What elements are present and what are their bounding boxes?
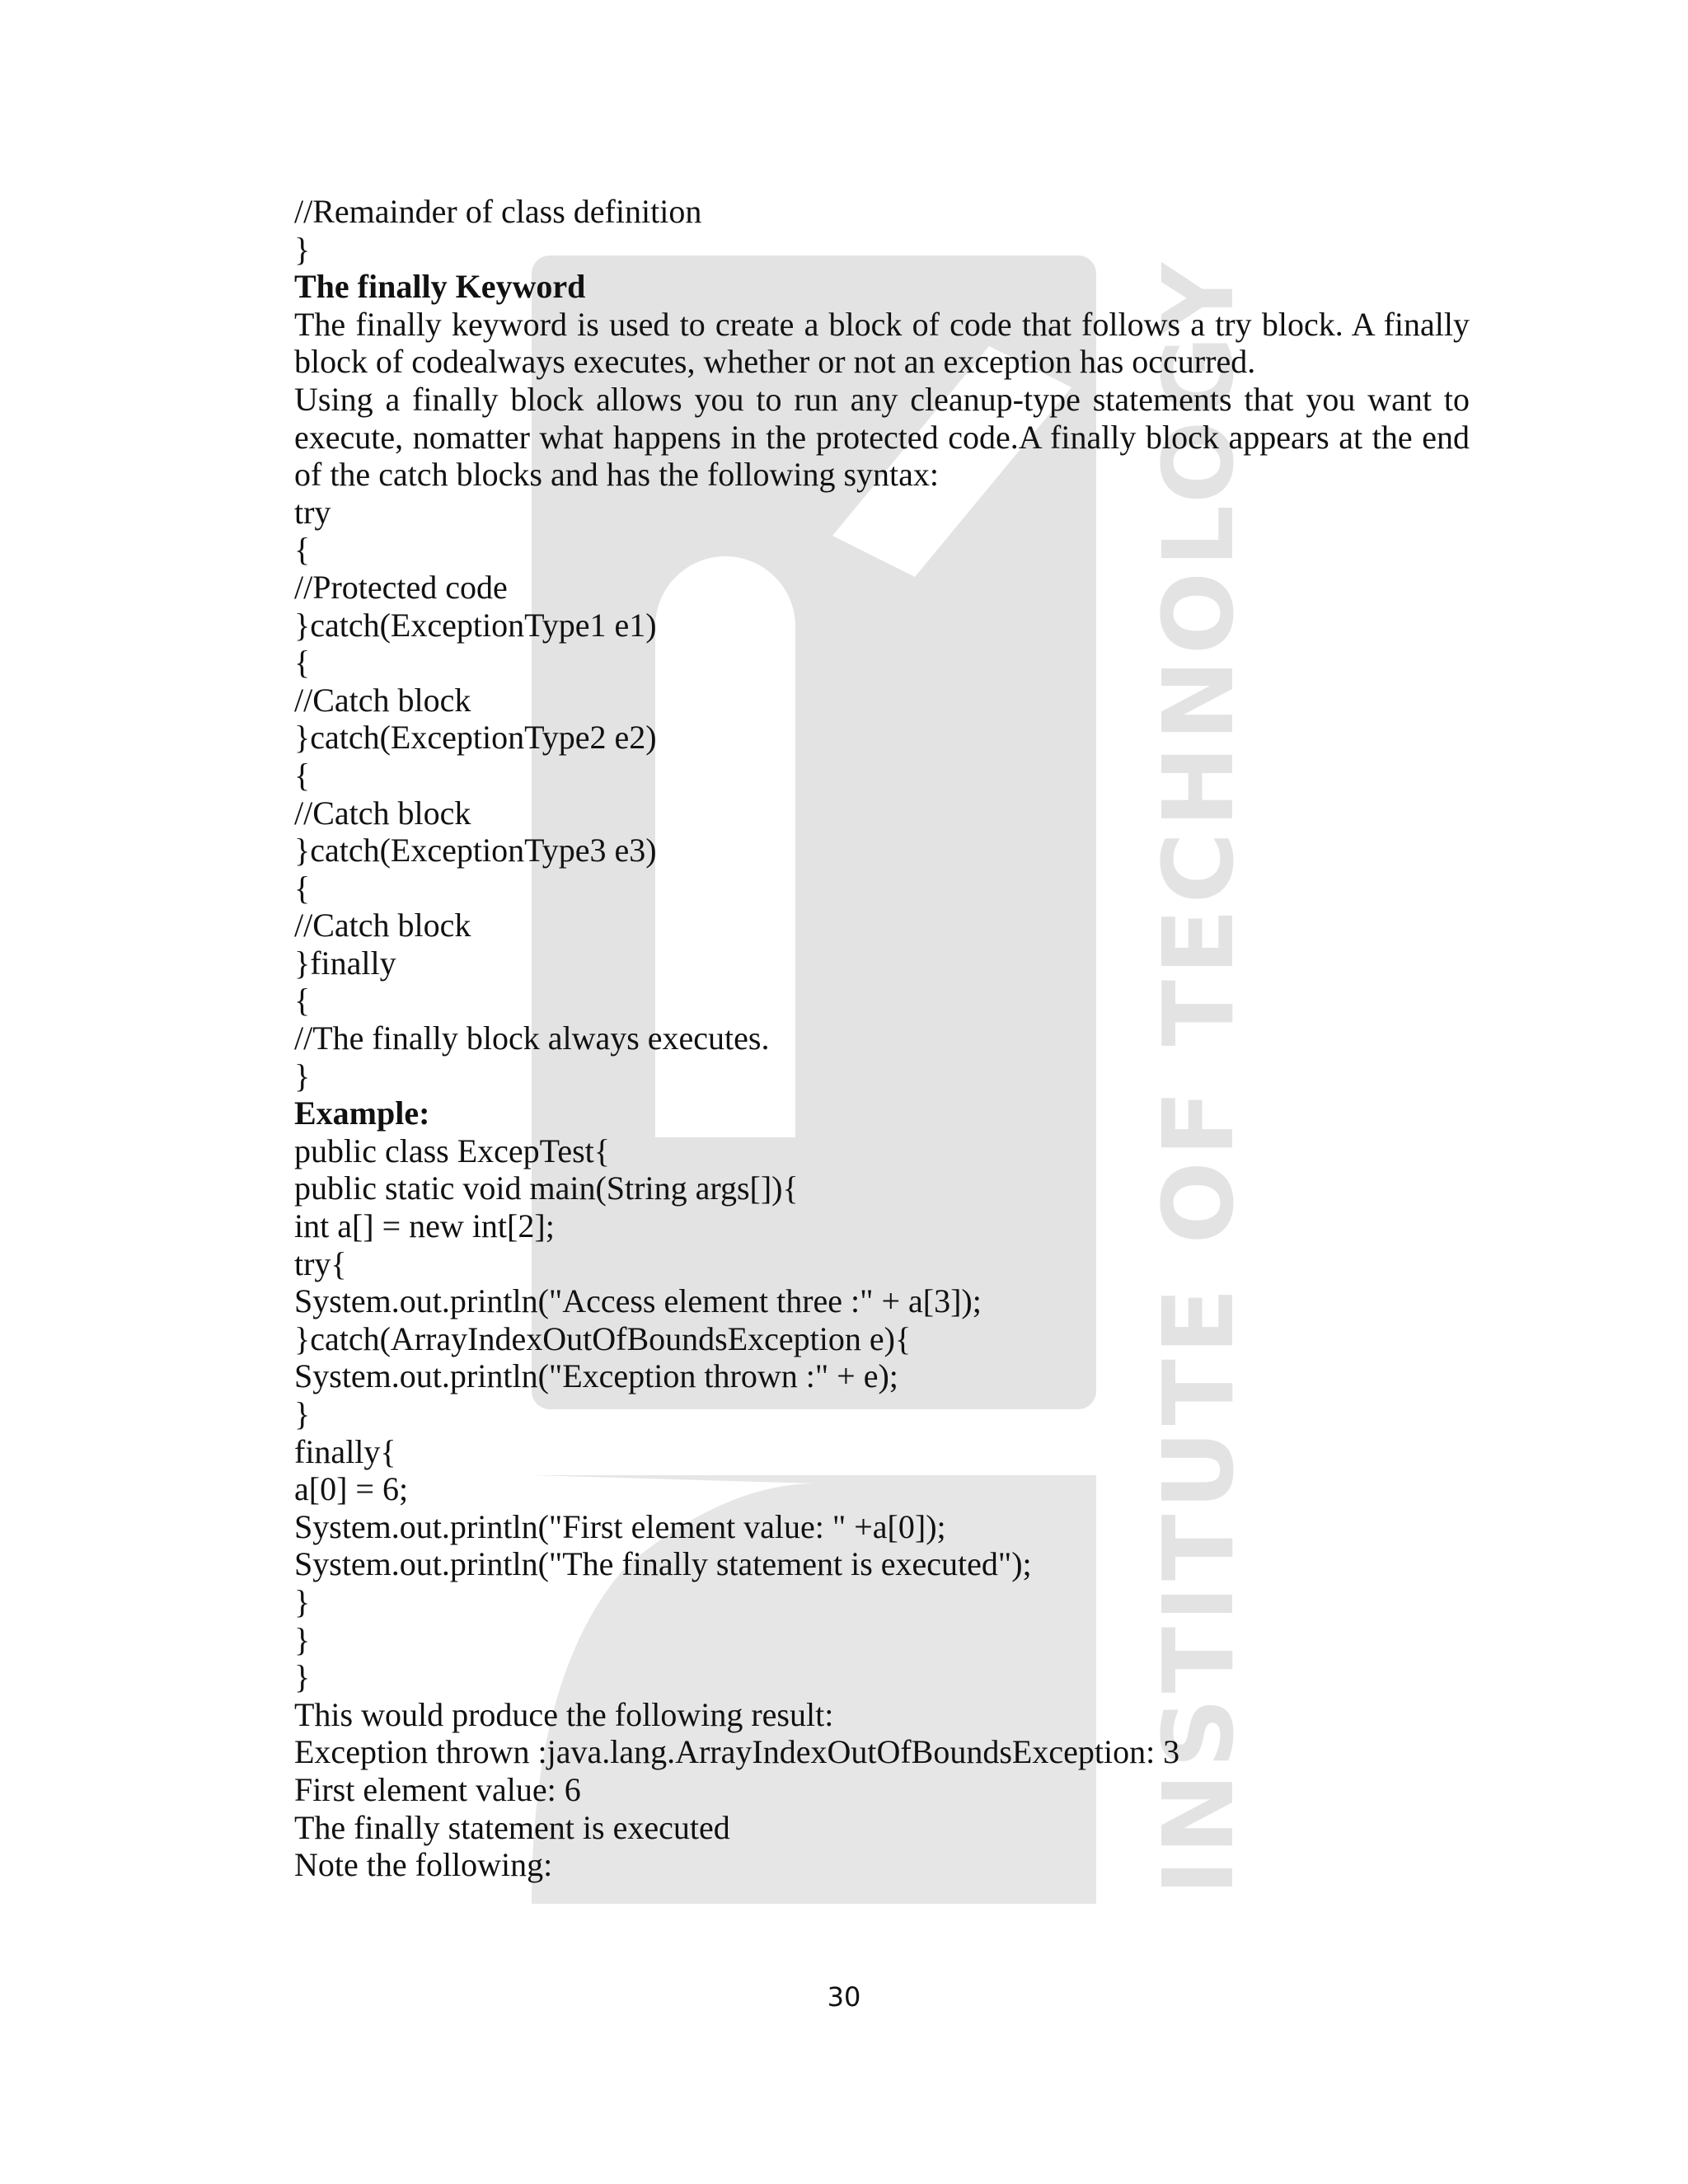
code-line: } (294, 1620, 311, 1658)
code-line: }catch(ArrayIndexOutOfBoundsException e){ (294, 1319, 912, 1357)
document-body (294, 193, 1470, 1884)
code-line: { (294, 982, 311, 1019)
code-line: { (294, 869, 311, 907)
code-line: System.out.println("First element value: " +a[0]); (294, 1507, 946, 1545)
result-line: Note the following: (294, 1846, 553, 1884)
page-number: 30 (827, 1981, 861, 2013)
paragraph: The finally keyword is used to create a block of code that follows a try block. A finally block of codealways executes, whether or not an exception has occurred. (294, 305, 1470, 381)
watermark-text: INSTITUTE OF TECHNOLOGY (1142, 257, 1255, 1896)
code-line: public class ExcepTest{ (294, 1132, 610, 1169)
code-line: //Remainder of class definition (294, 193, 702, 230)
code-line: } (294, 1057, 311, 1094)
code-line: System.out.println("Access element three :" + a[3]); (294, 1282, 982, 1320)
code-line: } (294, 1658, 311, 1696)
code-line: } (294, 230, 311, 268)
code-line: }finally (294, 944, 396, 982)
code-line: try (294, 493, 331, 531)
code-line: }catch(ExceptionType2 e2) (294, 719, 657, 757)
code-line: }catch(ExceptionType3 e3) (294, 832, 657, 869)
code-line: System.out.println("The finally statement is executed"); (294, 1545, 1032, 1583)
code-line: //The finally block always executes. (294, 1019, 770, 1057)
syntax-block (294, 494, 1470, 1095)
example-heading: Example: (294, 1094, 430, 1132)
code-line: { (294, 756, 311, 794)
result-line: The finally statement is executed (294, 1808, 730, 1846)
code-line: try{ (294, 1244, 347, 1282)
code-line: { (294, 644, 311, 682)
top-lines (294, 193, 1470, 268)
result-block (294, 1696, 1470, 1884)
code-line: int a[] = new int[2]; (294, 1207, 555, 1245)
code-line: }catch(ExceptionType1 e1) (294, 606, 657, 644)
code-line: //Catch block (294, 681, 471, 719)
code-line: a[0] = 6; (294, 1470, 409, 1508)
code-line: public static void main(String args[]){ (294, 1169, 799, 1207)
code-line: finally{ (294, 1432, 396, 1470)
code-line: //Catch block (294, 907, 471, 944)
code-line: } (294, 1582, 311, 1620)
paragraph: Using a finally block allows you to run any cleanup-type statements that you want to execute, nomatter what happens in the protected code.A finally block appears at the end of the catch blocks and has the following syntax: (294, 380, 1470, 494)
result-line: This would produce the following result: (294, 1695, 834, 1733)
example-code-block (294, 1132, 1470, 1696)
result-line: First element value: 6 (294, 1770, 581, 1808)
code-line: } (294, 1395, 311, 1432)
code-line: //Catch block (294, 794, 471, 832)
result-line: Exception thrown :java.lang.ArrayIndexOutOfBoundsException: 3 (294, 1733, 1180, 1771)
code-line: { (294, 531, 311, 569)
code-line: //Protected code (294, 568, 508, 606)
code-line: System.out.println("Exception thrown :" + e); (294, 1357, 898, 1395)
section-heading: The finally Keyword (294, 268, 586, 306)
